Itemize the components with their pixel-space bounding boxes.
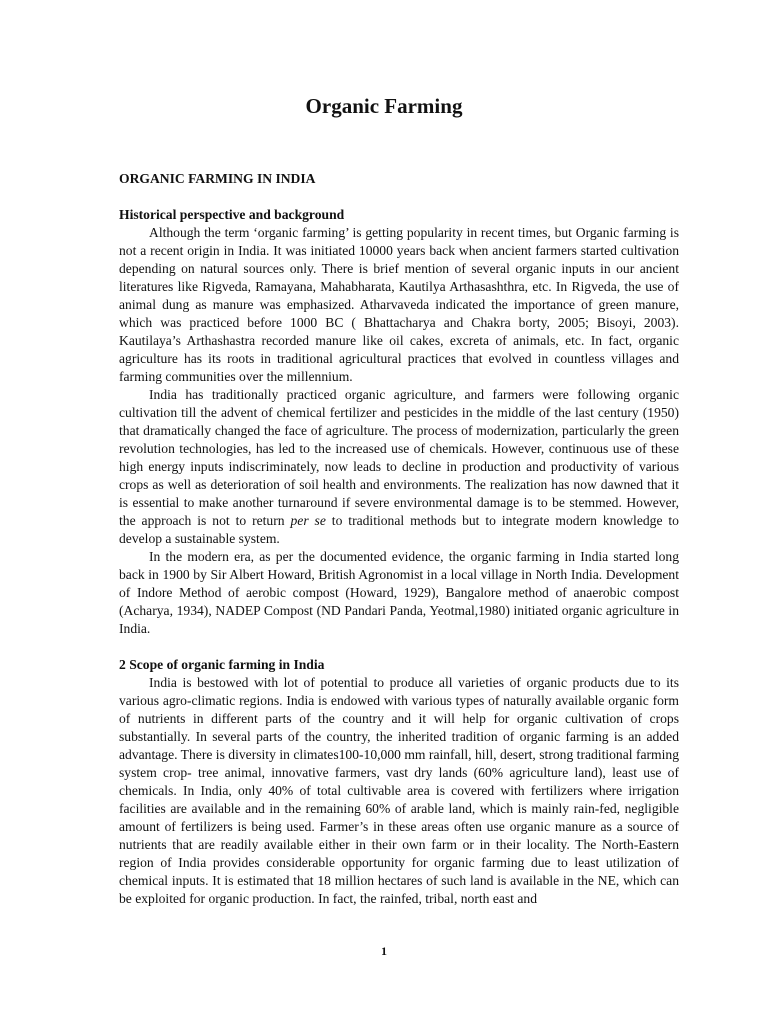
page-title: Organic Farming: [305, 94, 463, 118]
document-body: [119, 170, 679, 908]
paragraph-history-2-part-a: India has traditionally practiced organic agriculture, and farmers were following organic cultivation till the advent of chemical fertilizer and pesticides in the middle of the last century (1950) that dramatically changed the face of agriculture. The process of modernization, particularly the green revolution technologies, has led to the increased use of chemicals. However, continuous use of these high energy inputs indiscriminately, now leads to decline in production and productivity of various crops as well as deterioration of soil health and environments. The realization has now dawned that it is essential to make another turnaround if severe environmental damage is to be stemmed. However, the approach is not to return: [119, 387, 679, 528]
section-heading: ORGANIC FARMING IN INDIA: [119, 171, 316, 186]
paragraph-history-3: In the modern era, as per the documented evidence, the organic farming in India started long back in 1900 by Sir Albert Howard, British Agronomist in a local village in North India. Development of Indore Method of aerobic compost (Howard, 1929), Bangalore method of anaerobic compost (Acharya, 1934), NADEP Compost (ND Pandari Panda, Yeotmal,1980) initiated organic agriculture in India.: [119, 549, 679, 636]
subsection-heading-history: Historical perspective and background: [119, 207, 345, 222]
paragraph-scope-1: India is bestowed with lot of potential to produce all varieties of organic products due to its various agro-climatic regions. India is endowed with various types of naturally available organic form of nutrients in different parts of the country and it will help for organic cultivation of crops substantially. In several parts of the country, the inherited tradition of organic farming is an added advantage. There is diversity in climates100-10,000 mm rainfall, hill, desert, strong traditional farming system crop- tree animal, innovative farmers, vast dry lands (60% agriculture land), least use of chemicals. In India, only 40% of total cultivable area is covered with fertilizers where irrigation facilities are available and in the remaining 60% of arable land, which is mainly rain-fed, negligible amount of fertilizers is being used. Farmer’s in these areas often use organic manure as a source of nutrients that are readily available either in their own farm or in their locality. The North-Eastern region of India provides considerable opportunity for organic farming due to least utilization of chemical inputs. It is estimated that 18 million hectares of such land is available in the NE, which can be exploited for organic production. In fact, the rainfed, tribal, north east and: [119, 675, 679, 906]
spacer: [119, 638, 679, 656]
paragraph-history-2: [119, 386, 679, 548]
page-number: 1: [381, 944, 387, 958]
paragraph-history-1: Although the term ‘organic farming’ is getting popularity in recent times, but Organic farming is not a recent origin in India. It was initiated 10000 years back when ancient farmers started cultivation depending on natural sources only. There is brief mention of several organic inputs in our ancient literatures like Rigveda, Ramayana, Mahabharata, Kautilya Arthasashthra, etc. In Rigveda, the use of animal dung as manure was emphasized. Atharvaveda indicated the importance of green manure, which was practiced before 1000 BC ( Bhattacharya and Chakra borty, 2005; Bisoyi, 2003). Kautilaya’s Arthashastra recorded manure like oil cakes, excreta of animals, etc. In fact, organic agriculture has its roots in traditional agricultural practices that evolved in countless villages and farming communities over the millennium.: [119, 225, 679, 384]
subsection-heading-scope: 2 Scope of organic farming in India: [119, 657, 325, 672]
paragraph-history-2-part-b: to traditional methods but to integrate modern knowledge to develop a sustainable system.: [119, 513, 679, 546]
italic-per-se: per se: [290, 513, 326, 528]
